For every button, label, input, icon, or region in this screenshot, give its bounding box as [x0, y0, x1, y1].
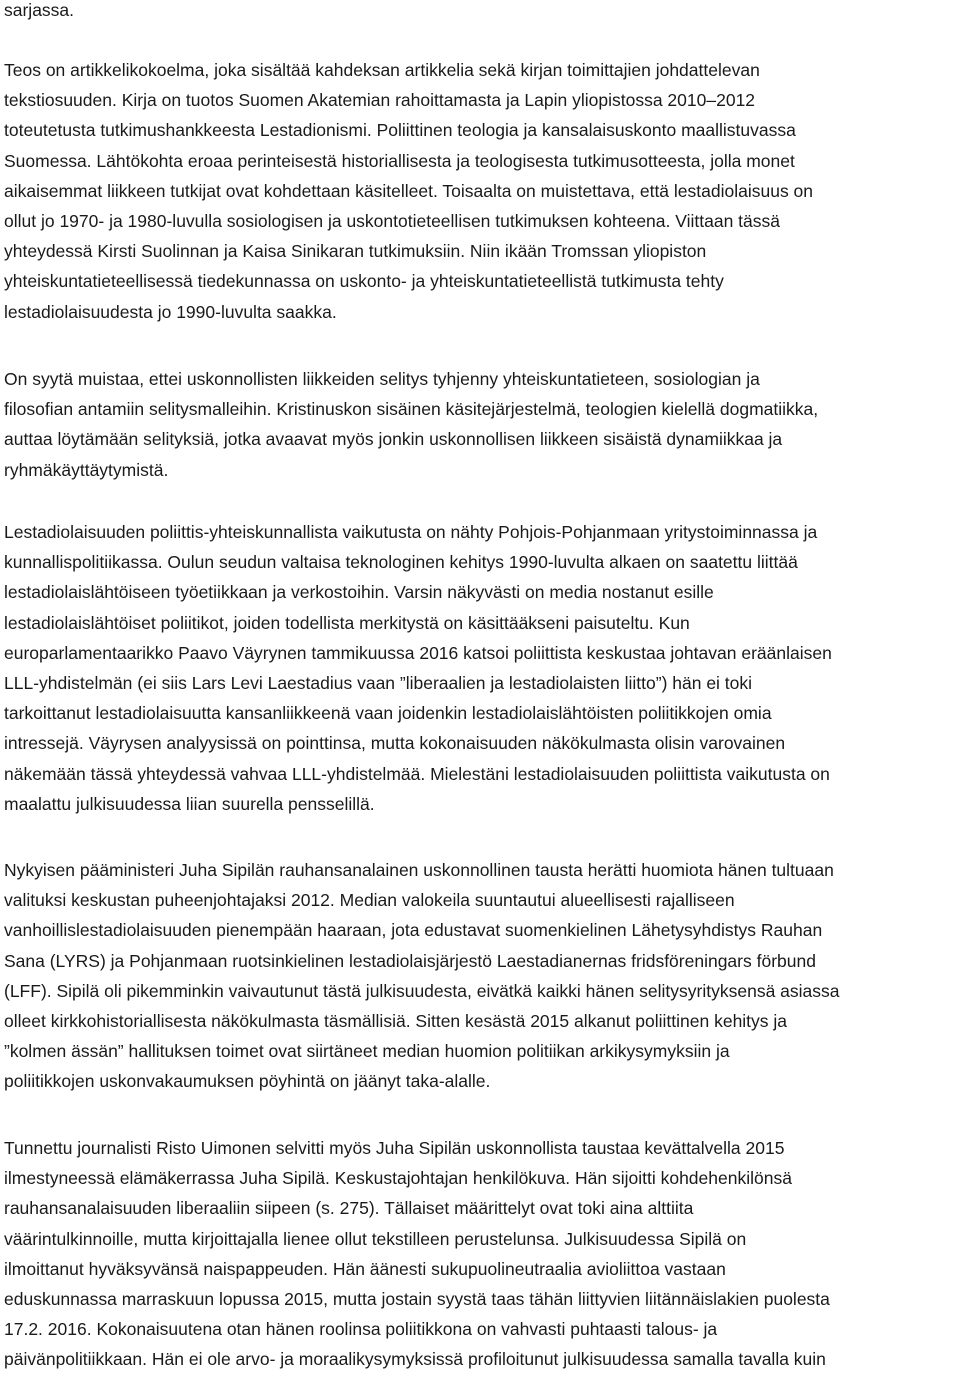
paragraph-political-influence [4, 517, 956, 819]
text-line: ryhmäkäyttäytymistä. [4, 459, 169, 480]
text-line: valituksi keskustan puheenjohtajaksi 2012. Median valokeila suuntautui alueellisesti rajalliseen [4, 890, 735, 911]
paragraph-book-introduction [4, 55, 956, 327]
text-line: On syytä muistaa, ettei uskonnollisten liikkeiden selitys tyhjenny yhteiskuntatieteen, sosiologian ja [4, 369, 760, 389]
text-line: tekstiosuuden. Kirja on tuotos Suomen Akatemian rahoittamasta ja Lapin yliopistossa 2010–2012 [4, 90, 756, 111]
continued-text-fragment: sarjassa. [4, 0, 75, 20]
text-line: ilmestyneessä elämäkerrassa Juha Sipilä. Keskustajohtajan henkilökuva. Hän sijoitti kohdehenkilönsä [4, 1168, 792, 1189]
text-line: europarlamentaarikko Paavo Väyrynen tammikuussa 2016 katsoi poliittista keskustaa johtavan eräänlaisen [4, 642, 832, 663]
paragraph-sipila-background [4, 855, 956, 1097]
text-line: lestadiolaisuudesta jo 1990-luvulta saakka. [4, 301, 337, 322]
text-line: auttaa löytämään selityksiä, jotka avaavat myös jonkin uskonnollisen liikkeen sisäistä dynamiikkaa ja [4, 429, 783, 450]
text-line: aikaisemmat liikkeen tutkijat ovat kohdettaan käsitelleet. Toisaalta on muistettava, että lestadiolaisuus on [4, 180, 814, 201]
text-line: Teos on artikkelikokoelma, joka sisältää kahdeksan artikkelia sekä kirjan toimittajien johdattelevan [4, 60, 760, 80]
text-line: maalattu julkisuudessa liian suurella pensselillä. [4, 793, 375, 814]
text-line: vanhoillislestadiolaisuuden pienempään haaraan, jota edustavat suomenkielinen Lähetysyhdistys Rauhan [4, 920, 823, 941]
text-line: ollut jo 1970- ja 1980-luvulla sosiologisen ja uskontotieteellisen tutkimuksen kohteena. Viittaan tässä [4, 211, 780, 232]
text-line: (LFF). Sipilä oli pikemminkin vaivautunut tästä julkisuudesta, eivätkä kaikki hänen selitysyrityksensä asiassa [4, 980, 840, 1001]
text-line: olleet kirkkohistoriallisesta näkökulmasta täsmällisiä. Sitten kesästä 2015 alkanut poliittinen kehitys ja [4, 1011, 788, 1032]
text-line: rauhansanalaisuuden liberaaliin siipeen (s. 275). Tällaiset määrittelyt ovat toki aina alttiita [4, 1198, 694, 1219]
text-line: päivänpolitiikkaan. Hän ei ole arvo- ja moraalikysymyksissä profiloitunut julkisuudessa samalla tavalla kuin [4, 1349, 826, 1370]
text-line: eduskunnassa marraskuun lopussa 2015, mutta jostain syystä taas tähän liittyvien liitännäislakien puolesta [4, 1289, 830, 1310]
paragraph-explanatory-models [4, 364, 956, 485]
text-line: lestadiolaislähtöiseen työetiikkaan ja verkostoihin. Varsin näkyvästi on media nostanut esille [4, 582, 714, 603]
text-line: Lestadiolaisuuden poliittis-yhteiskunnallista vaikutusta on nähty Pohjois-Pohjanmaan yritystoiminnassa ja [4, 522, 818, 542]
text-line: yhteydessä Kirsti Suolinnan ja Kaisa Sinikaran tutkimuksiin. Niin ikään Tromssan yliopiston [4, 241, 707, 262]
text-line: Sana (LYRS) ja Pohjanmaan ruotsinkielinen lestadiolaisjärjestö Laestadianernas fridsföreningars förbund [4, 950, 816, 971]
text-line: LLL-yhdistelmän (ei siis Lars Levi Laestadius vaan ”liberaalien ja lestadiolaisten liitto”) hän ei toki [4, 673, 753, 694]
text-line: kunnallispolitiikassa. Oulun seudun valtaisa teknologinen kehitys 1990-luvulta alkaen on saatettu liittää [4, 552, 798, 573]
text-line: näkemään tässä yhteydessä vahvaa LLL-yhdistelmää. Mielestäni lestadiolaisuuden poliittista vaikutusta on [4, 763, 830, 784]
text-line: poliitikkojen uskonvakaumuksen pöyhintä on jäänyt taka-alalle. [4, 1071, 491, 1092]
text-line: filosofian antamiin selitysmalleihin. Kristinuskon sisäinen käsitejärjestelmä, teologien kielellä dogmatiikka, [4, 399, 819, 420]
text-line: Nykyisen pääministeri Juha Sipilän rauhansanalainen uskonnollinen tausta herätti huomiota hänen tultuaan [4, 860, 834, 880]
text-line: Suomessa. Lähtökohta eroaa perinteisestä historiallisesta ja teologisesta tutkimusotteesta, jolla monet [4, 150, 795, 171]
text-line: tarkoittanut lestadiolaisuutta kansanliikkeenä vaan joidenkin lestadiolaislähtöisten poliitikkojen omia [4, 703, 772, 724]
text-line: toteutetusta tutkimushankkeesta Lestadionismi. Poliittinen teologia ja kansalaisuskonto maallistuvassa [4, 120, 796, 141]
text-line: ”kolmen ässän” hallituksen toimet ovat siirtäneet median huomion politiikan arkikysymyksiin ja [4, 1041, 730, 1062]
text-line: Tunnettu journalisti Risto Uimonen selvitti myös Juha Sipilän uskonnollista taustaa kevättalvella 2015 [4, 1138, 785, 1158]
text-line: lestadiolaislähtöiset poliitikot, joiden todellista merkitystä on käsittääkseni paisuteltu. Kun [4, 612, 690, 633]
text-line: yhteiskuntatieteellisessä tiedekunnassa on uskonto- ja yhteiskuntatieteellistä tutkimusta tehty [4, 271, 724, 292]
text-line: ilmoittanut hyväksyvänsä naispappeuden. Hän äänesti sukupuolineutraalia avioliittoa vastaan [4, 1258, 726, 1279]
text-line: väärintulkinnoille, mutta kirjoittajalla lienee ollut tekstilleen perustelunsa. Julkisuudessa Sipilä on [4, 1228, 747, 1249]
text-line: 17.2. 2016. Kokonaisuutena otan hänen roolinsa poliitikkona on vahvasti puhtaasti talous- ja [4, 1319, 718, 1340]
paragraph-uimonen-biography [4, 1133, 956, 1375]
text-line: intressejä. Väyrysen analyysissä on pointtinsa, mutta kokonaisuuden näkökulmasta olisin varovainen [4, 733, 786, 754]
